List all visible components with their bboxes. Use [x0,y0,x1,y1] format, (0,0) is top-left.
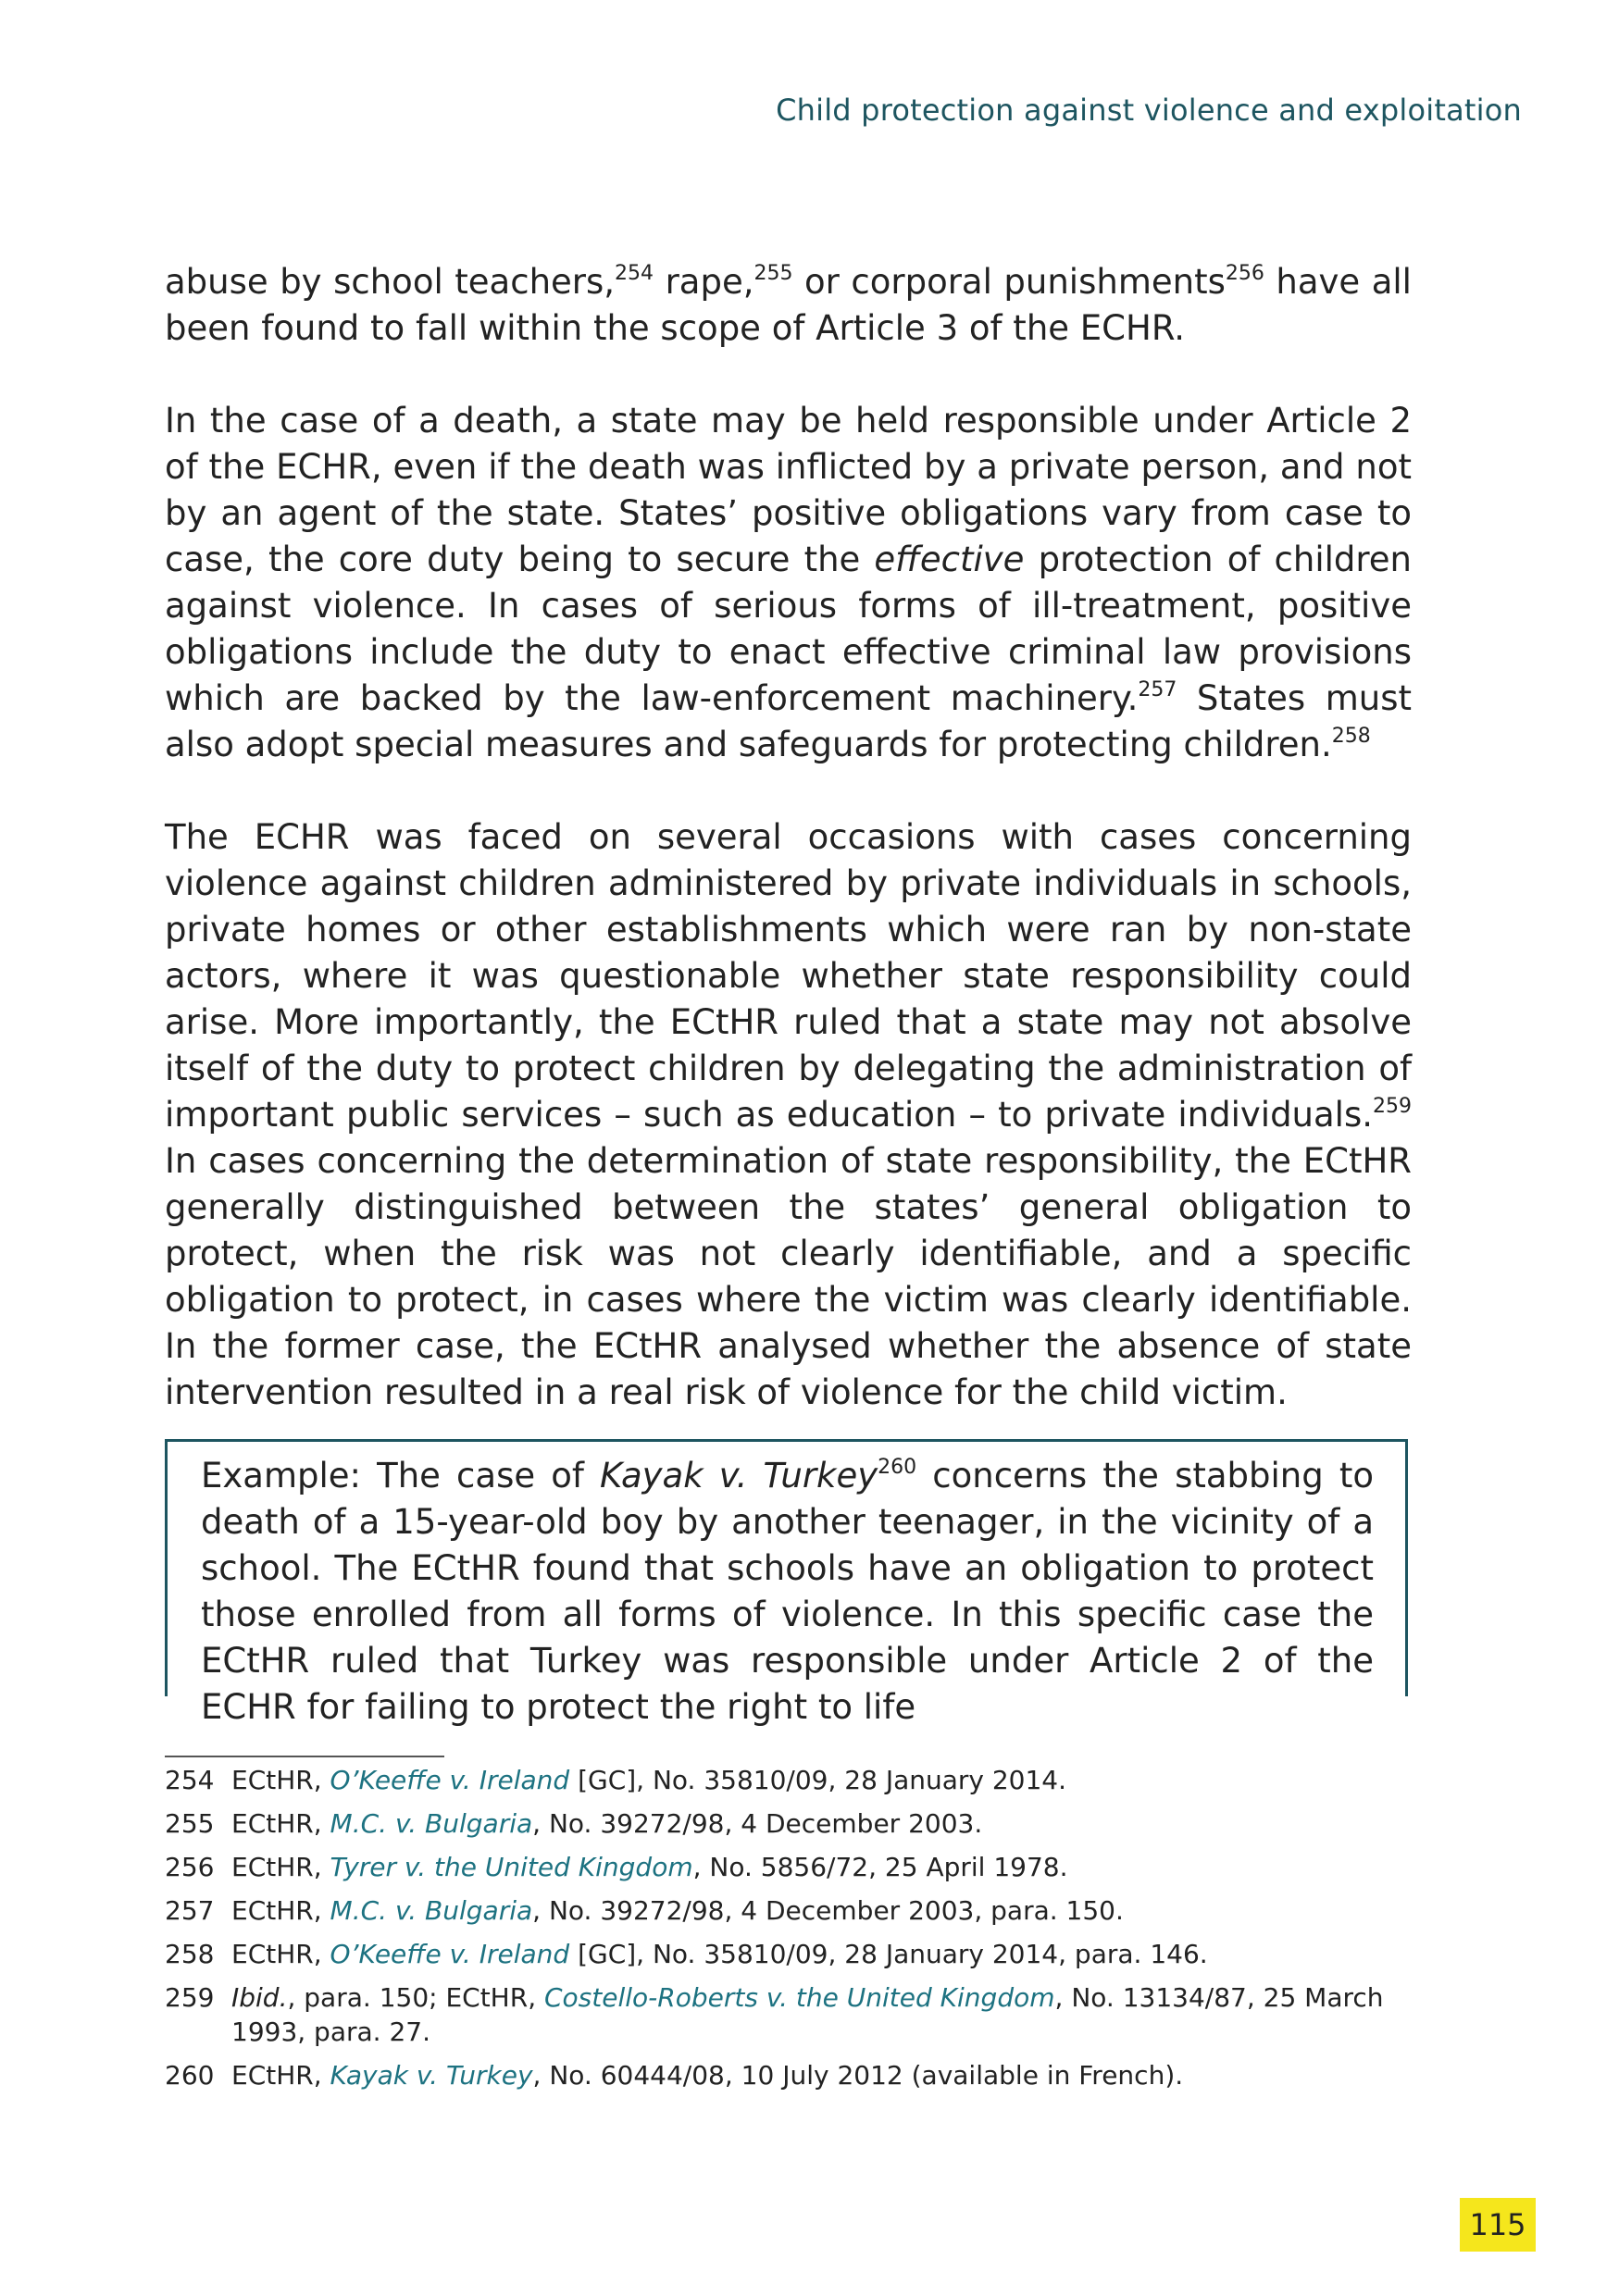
footnote [165,2058,1414,2092]
text-run: , No. 60444/08, 10 July 2012 (available in French). [532,2060,1184,2091]
text-run: States must also adopt special measures and safeguards for protecting children. [165,678,1413,764]
running-header: Child protection against violence and exploitation [776,93,1522,128]
case-link[interactable]: Costello-Roberts v. the United Kingdom [544,1982,1055,2013]
text-run: In the case of a death, a state may be held responsible under Article 2 of the ECHR, even if the death was inflicted by a private person, and not by an agent of the state. States’ positive obligations vary from case to case, the core duty being to secure the [165,401,1412,579]
body-text [165,259,1412,1462]
text-run: , No. 39272/98, 4 December 2003. [532,1808,983,1839]
footnote-ref[interactable]: 256 [1225,261,1264,285]
footnote-text [231,2058,1414,2092]
text-run: [GC], No. 35810/09, 28 January 2014, para. 146. [569,1939,1208,1969]
case-link[interactable]: O’Keeffe v. Ireland [330,1939,570,1969]
footnote-ref[interactable]: 258 [1331,724,1371,748]
case-link[interactable]: M.C. v. Bulgaria [330,1808,533,1839]
paragraph-1 [165,259,1412,352]
page-number-badge: 115 [1460,2198,1536,2252]
case-link[interactable]: Kayak v. Turkey [330,2060,533,2091]
footnote-ref[interactable]: 257 [1138,677,1177,701]
footnote-text [231,1937,1414,1971]
text-run: ECtHR, [231,1895,330,1926]
text-run: [GC], No. 35810/09, 28 January 2014. [569,1765,1067,1795]
footnote [165,1980,1414,2049]
ibid-text: Ibid. [231,1982,288,2013]
footnote-number: 256 [165,1852,215,1882]
text-run: , para. 150; ECtHR, [287,1982,544,2013]
footnote-text [231,1763,1414,1797]
text-run: abuse by school teachers, [165,262,616,302]
paragraph-3 [165,814,1412,1416]
case-link[interactable]: Tyrer v. the United Kingdom [330,1852,693,1882]
text-run: , No. 13134/87, 25 March 1993, para. 27. [231,1982,1384,2047]
text-run: ECtHR, [231,1765,330,1795]
paragraph-2 [165,398,1412,768]
footnote-text [231,1806,1414,1841]
text-run: rape, [654,262,754,302]
footnote-ref[interactable]: 255 [753,261,793,285]
text-run: ECtHR, [231,1939,330,1969]
text-run: or corporal punishments [792,262,1226,302]
footnote [165,1893,1414,1928]
text-run: concerns the stabbing to death of a 15-year-old boy by another teenager, in the vicinity of a school. The ECtHR found that schools have an obligation to protect those enrolled from all forms of violence. In this specific case the ECtHR ruled that Turkey was responsible under Article 2 of the ECHR for failing to protect the right to life [201,1456,1374,1727]
text-run: The ECHR was faced on several occasions with cases concerning violence against children administered by private individuals in schools, private homes or other establishments which were ran by non-state actors, where it was questionable whether state responsibility could arise. More importantly, the ECtHR ruled that a state may not absolve itself of the duty to protect children by delegating the administration of important public services – such as education – to private individuals. [165,817,1412,1135]
footnote-number: 257 [165,1895,215,1926]
footnote-ref[interactable]: 259 [1373,1094,1412,1118]
footnote-number: 255 [165,1808,215,1839]
footnote-number: 259 [165,1982,215,2013]
footnote [165,1763,1414,1797]
case-name: Kayak v. Turkey [600,1456,878,1496]
footnote-divider [165,1756,444,1757]
footnote [165,1937,1414,1971]
text-run: In cases concerning the determination of state responsibility, the ECtHR generally distinguished between the states’ general obligation to protect, when the risk was not clearly identifiable, and a specific obligation to protect, in cases where the victim was clearly identifiable. In the former case, the ECtHR analysed whether the absence of state intervention resulted in a real risk of violence for the child victim. [165,1141,1412,1412]
footnotes [165,1763,1414,2102]
footnote-text [231,1980,1414,2049]
example-box [165,1439,1408,1727]
footnote-ref[interactable]: 260 [878,1455,917,1479]
footnote-number: 254 [165,1765,215,1795]
case-link[interactable]: O’Keeffe v. Ireland [330,1765,570,1795]
footnote [165,1806,1414,1841]
text-run: , No. 39272/98, 4 December 2003, para. 150. [532,1895,1124,1926]
text-run: have all been found to fall within the scope of Article 3 of the ECHR. [165,262,1412,348]
footnote-number: 258 [165,1939,215,1969]
footnote [165,1850,1414,1884]
footnote-text [231,1893,1414,1928]
footnote-ref[interactable]: 254 [615,261,654,285]
text-run: , No. 5856/72, 25 April 1978. [692,1852,1068,1882]
text-run: ECtHR, [231,1852,330,1882]
footnote-number: 260 [165,2060,215,2091]
example-text [201,1453,1374,1731]
text-run: ECtHR, [231,2060,330,2091]
text-run: Example: The case of [201,1456,601,1496]
case-link[interactable]: M.C. v. Bulgaria [330,1895,533,1926]
text-run: ECtHR, [231,1808,330,1839]
emphasis: effective [874,540,1025,579]
footnote-text [231,1850,1414,1884]
text-run: protection of children against violence. In cases of serious forms of ill-treatment, positive obligations include the duty to enact effective criminal law provisions which are backed by the law-enforcement machinery. [165,540,1412,718]
